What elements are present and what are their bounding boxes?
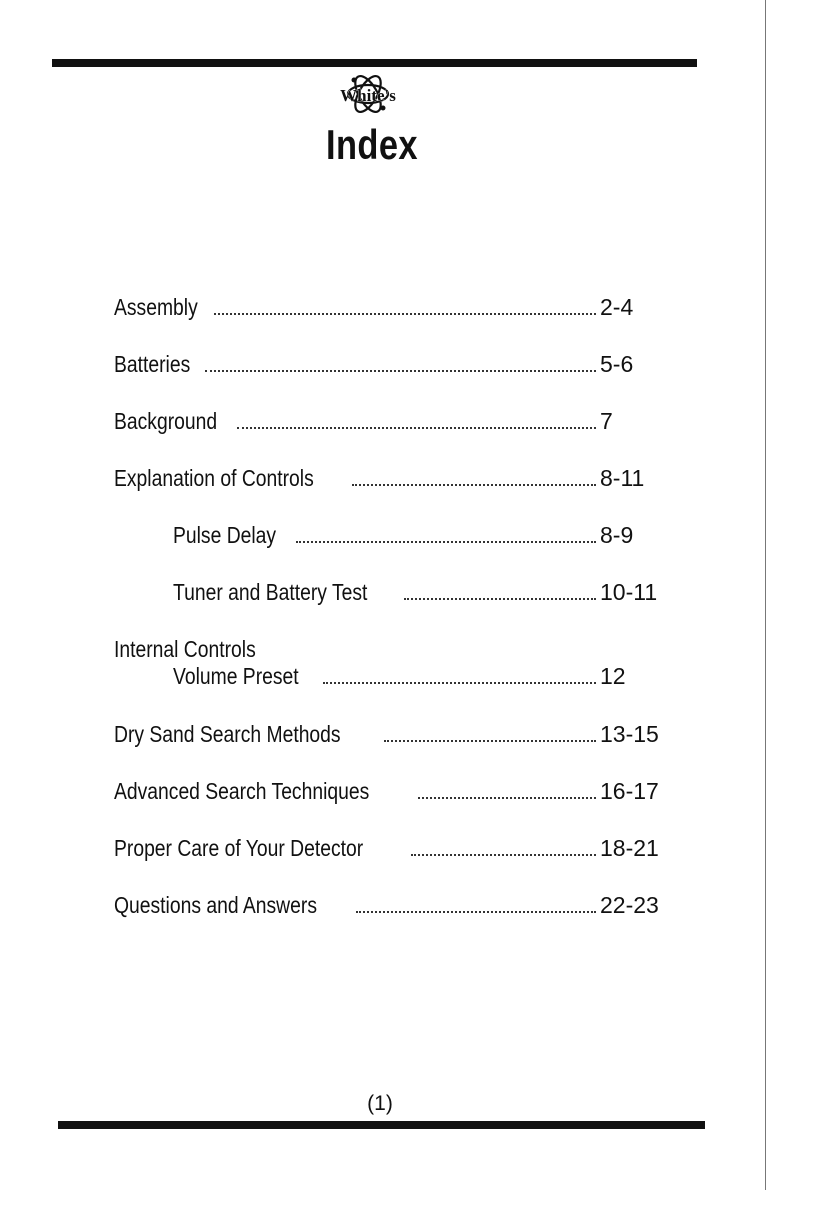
toc-label: Proper Care of Your Detector xyxy=(114,835,364,861)
bottom-rule xyxy=(58,1121,705,1129)
toc-page: 18-21 xyxy=(600,835,659,861)
toc-group-internal-controls: Internal Controls xyxy=(114,636,256,662)
toc-label: Volume Preset xyxy=(173,663,299,689)
toc-label: Tuner and Battery Test xyxy=(173,579,368,605)
toc-entry-tuner-and-battery-test[interactable] xyxy=(173,578,658,606)
toc-label: Questions and Answers xyxy=(114,892,317,918)
toc-entry-volume-preset[interactable] xyxy=(173,662,658,690)
svg-text:White's: White's xyxy=(340,86,396,105)
toc-leader-dots xyxy=(404,598,596,600)
toc-label: Pulse Delay xyxy=(173,522,277,548)
toc-label: Dry Sand Search Methods xyxy=(114,721,341,747)
toc-entry-questions-and-answers[interactable] xyxy=(114,891,658,919)
toc-page: 2-4 xyxy=(600,294,634,320)
page-title: Index xyxy=(325,121,418,168)
toc-leader-dots xyxy=(296,541,596,543)
toc-label: Explanation of Controls xyxy=(114,465,314,491)
toc-page: 7 xyxy=(600,408,613,434)
toc-page: 5-6 xyxy=(600,351,634,377)
toc-entry-dry-sand-search-methods[interactable] xyxy=(114,720,658,748)
toc-page: 16-17 xyxy=(600,778,659,804)
toc-label: Batteries xyxy=(114,351,191,377)
toc-leader-dots xyxy=(237,427,596,429)
toc-entry-proper-care[interactable] xyxy=(114,834,658,862)
toc-leader-dots xyxy=(356,911,596,913)
toc-entry-batteries[interactable] xyxy=(114,350,658,378)
toc-entry-background[interactable] xyxy=(114,407,658,435)
toc-leader-dots xyxy=(205,370,596,372)
toc-entry-explanation-of-controls[interactable] xyxy=(114,464,658,492)
toc-leader-dots xyxy=(418,797,596,799)
page-edge-line xyxy=(765,0,766,1190)
toc-leader-dots xyxy=(214,313,596,315)
toc-leader-dots xyxy=(411,854,596,856)
toc-page: 8-11 xyxy=(600,465,645,491)
toc-page: 12 xyxy=(600,663,626,689)
toc-label: Background xyxy=(114,408,218,434)
toc-label: Advanced Search Techniques xyxy=(114,778,370,804)
toc-entry-advanced-search-techniques[interactable] xyxy=(114,777,658,805)
toc-page: 13-15 xyxy=(600,721,659,747)
toc-leader-dots xyxy=(384,740,596,742)
toc-entry-pulse-delay[interactable] xyxy=(173,521,658,549)
whites-logo xyxy=(330,72,406,116)
toc-page: 10-11 xyxy=(600,579,658,605)
page-number: (1) xyxy=(367,1092,393,1115)
top-rule xyxy=(52,59,697,67)
toc-page: 8-9 xyxy=(600,522,634,548)
toc-label: Assembly xyxy=(114,294,198,320)
toc-leader-dots xyxy=(323,682,596,684)
toc-page: 22-23 xyxy=(600,892,659,918)
toc-leader-dots xyxy=(352,484,596,486)
toc-entry-assembly[interactable] xyxy=(114,293,658,321)
